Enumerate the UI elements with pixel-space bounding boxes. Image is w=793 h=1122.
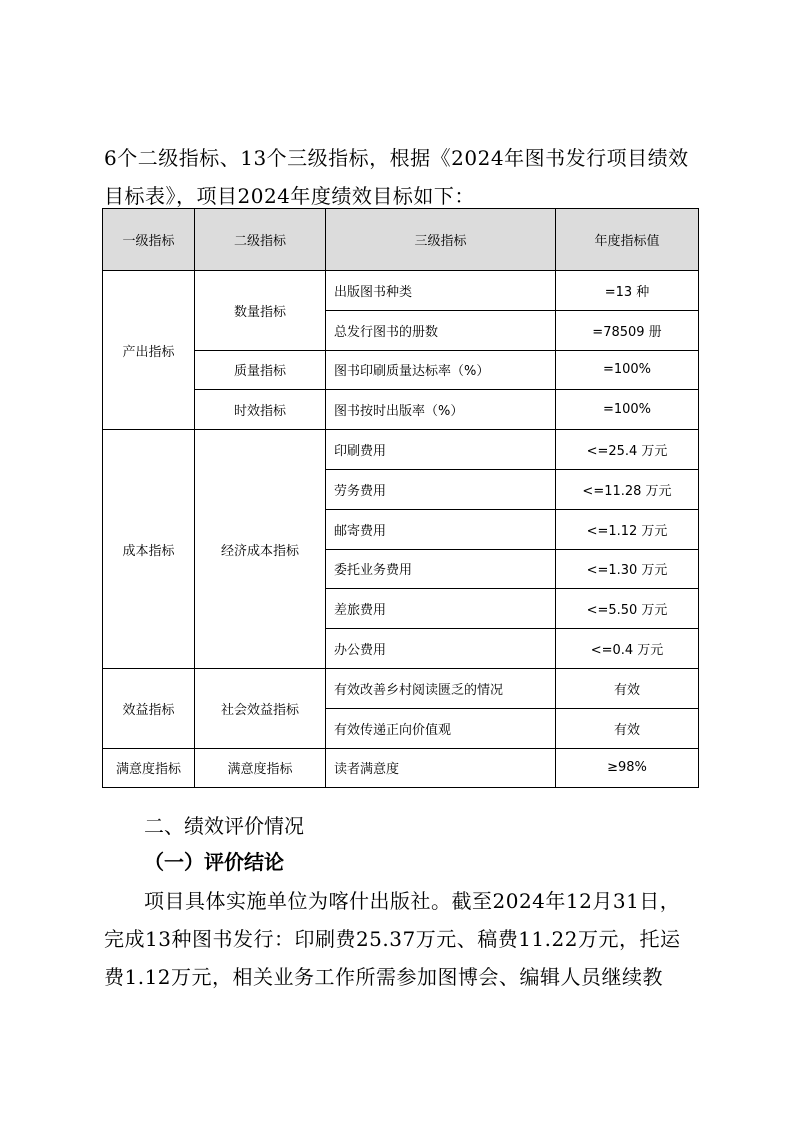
header-level2: 二级指标 [195, 209, 326, 271]
level2-quality: 质量指标 [195, 350, 326, 390]
subsection-heading: （一）评价结论 [144, 850, 284, 874]
value-cell: 有效 [556, 668, 699, 708]
value-cell: <=25.4 万元 [556, 430, 699, 470]
table-row [103, 668, 699, 708]
conclusion-paragraph: 项目具体实施单位为喀什出版社。截至2024年12月31日，完成13种图书发行：印刷费25.37万元、稿费11.22万元，托运费1.12万元，相关业务工作所需参加图博会、编辑人员继续教 [104, 889, 681, 989]
table-header-row [103, 209, 699, 271]
indicator-cell: 有效传递正向价值观 [326, 708, 556, 748]
value-cell: ≥98% [556, 748, 699, 788]
table-row [103, 430, 699, 470]
indicator-cell: 办公费用 [326, 629, 556, 669]
indicator-cell: 出版图书种类 [326, 271, 556, 311]
level1-output: 产出指标 [103, 271, 195, 430]
indicator-cell: 劳务费用 [326, 469, 556, 509]
header-annual-value: 年度指标值 [556, 209, 699, 271]
intro-paragraph: 6个二级指标、13个三级指标，根据《2024年图书发行项目绩效目标表》，项目2024年度绩效目标如下： [104, 146, 689, 208]
value-cell: 有效 [556, 708, 699, 748]
indicator-cell: 读者满意度 [326, 748, 556, 788]
level2-satisfaction: 满意度指标 [195, 748, 326, 788]
level2-economic-cost: 经济成本指标 [195, 430, 326, 669]
indicator-cell: 图书按时出版率（%） [326, 390, 556, 430]
value-cell: <=1.30 万元 [556, 549, 699, 589]
level2-social-benefit: 社会效益指标 [195, 668, 326, 748]
header-level3: 三级指标 [326, 209, 556, 271]
value-cell: =100% [556, 350, 699, 390]
value-cell: <=0.4 万元 [556, 629, 699, 669]
indicator-cell: 邮寄费用 [326, 509, 556, 549]
indicator-cell: 印刷费用 [326, 430, 556, 470]
level2-timeliness: 时效指标 [195, 390, 326, 430]
value-cell: =13 种 [556, 271, 699, 311]
value-cell: =100% [556, 390, 699, 430]
value-cell: <=5.50 万元 [556, 589, 699, 629]
indicator-cell: 有效改善乡村阅读匮乏的情况 [326, 668, 556, 708]
indicator-cell: 差旅费用 [326, 589, 556, 629]
value-cell: =78509 册 [556, 310, 699, 350]
indicator-cell: 总发行图书的册数 [326, 310, 556, 350]
table-row [103, 748, 699, 788]
level1-satisfaction: 满意度指标 [103, 748, 195, 788]
level1-benefit: 效益指标 [103, 668, 195, 748]
table-row [103, 271, 699, 311]
performance-target-table [102, 208, 699, 788]
indicator-cell: 图书印刷质量达标率（%） [326, 350, 556, 390]
section-heading: 二、绩效评价情况 [144, 814, 304, 838]
level1-cost: 成本指标 [103, 430, 195, 669]
level2-quantity: 数量指标 [195, 271, 326, 351]
value-cell: <=1.12 万元 [556, 509, 699, 549]
indicator-cell: 委托业务费用 [326, 549, 556, 589]
value-cell: <=11.28 万元 [556, 469, 699, 509]
header-level1: 一级指标 [103, 209, 195, 271]
